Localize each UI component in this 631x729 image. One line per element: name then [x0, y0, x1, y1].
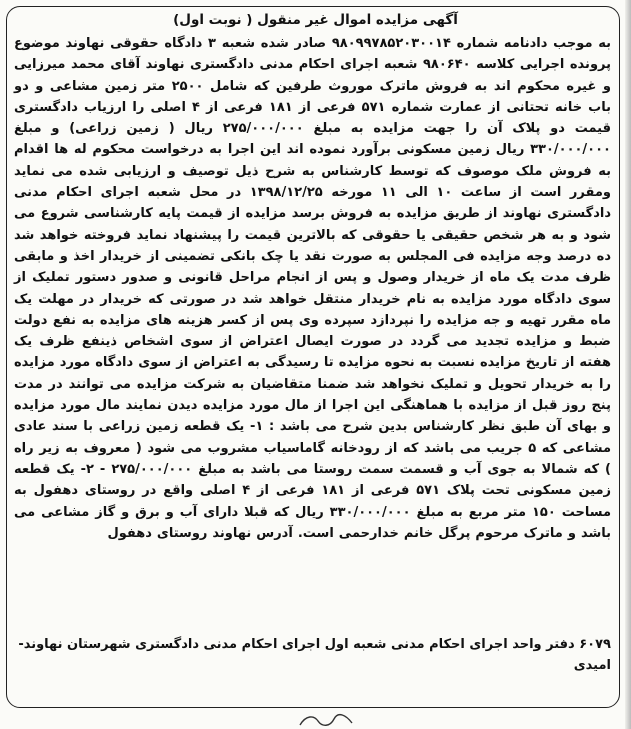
notice-title: آگهی مزایده اموال غیر منقول ( نوبت اول): [173, 12, 458, 28]
notice-footer: ۶۰۷۹ دفتر واحد اجرای احکام مدنی شعبه اول اجرای احکام مدنی دادگستری شهرستان نهاوند- امیدی: [18, 637, 611, 674]
notice-body-text: به موجب دادنامه شماره ۹۸۰۹۹۷۸۵۲۰۳۰۰۱۴ صادر شده شعبه ۳ دادگاه حقوقی نهاوند موضوع پرونده اجرایی کلاسه ۹۸۰۶۴۰ شعبه اجرای احکام مدنی دادگستری نهاوند آقای محمد میرزایی و غیره محکوم اند به فروش ماترک موروث طرفین که شامل ۲۵۰۰ متر زمین مشاعی و دو باب خانه تحتانی از عمارت شماره ۵۷۱ فرعی از ۱۸۱ فرعی از ۴ اصلی را ارزیاب دادگستری قیمت دو پلاک آن را جهت مزایده به مبلغ ۲۷۵/۰۰۰/۰۰۰ ریال ( زمین زراعی) و مبلغ ۳۳۰/۰۰۰/۰۰۰ ریال زمین مسکونی برآورد نموده اند این اجرا به درخواست محکوم له ها اقدام به فروش ملک موصوف که توسط کارشناس به شرح ذیل توصیف و ارزیابی شده می نماید ومقرر است از ساعت ۱۰ الی ۱۱ مورخه ۱۳۹۸/۱۲/۲۵ در محل شعبه اجرای احکام مدنی دادگستری نهاوند از طریق مزایده به فروش برسد مزایده از قیمت پایه کارشناسی شروع می شود و به هر شخص حقیقی یا حقوقی که بالاترین قیمت را پیشنهاد نماید فروخته خواهد شد ده درصد وجه مزایده فی المجلس به صورت نقد یا چک بانکی تضمینی از خریدار اخذ و مابقی ظرف مدت یک ماه از خریدار وصول و پس از انجام مراحل قانونی و صدور دستور تملیک از سوی دادگاه مورد مزایده به نام خریدار منتقل خواهد شد در صورتی که خریدار در مهلت یک ماه مقرر تهیه و جه مزایده را نپردازد سپرده وی پس از کسر هزینه های مزایده به نفع دولت ضبط و مزایده تجدید می گردد در صورت ایصال اعتراض از سوی اشخاص ذینفع ظرف یک هفته از تاریخ مزایده نسبت به نحوه مزایده تا رسیدگی به اعتراض از سوی دادگاه مورد مزایده را به خریدار تحویل و تملیک نخواهد شد ضمنا متقاضیان به شرکت مزایده می توانند در مدت پنج روز قبل از مزایده با هماهنگی این اجرا از مال مورد مزایده دیدن نمایند مال مورد مزایده و بهای آن طبق نظر کارشناس بدین شرح می باشد : ۱- یک قطعه زمین زراعی با سند عادی مشاعی که ۵ جریب می باشد که از رودخانه گاماسیاب مشروب می شود ( معروف به زیر راه ) که شمالا به جوی آب و قسمت سمت روستا می باشد به مبلغ ۲۷۵/۰۰۰/۰۰۰ - ۲- یک قطعه زمین مسکونی تحت پلاک ۵۷۱ فرعی از ۱۸۱ فرعی از ۴ اصلی واقع در روستای دهفول به مساحت ۱۵۰ متر مربع به مبلغ ۳۳۰/۰۰۰/۰۰۰ ریال که قبلا دارای آب و برق و گاز مشاعی می باشد و ماترک مرحوم پرگل خانم خدارحمی است. آدرس نهاوند روستای دهفول: [14, 36, 612, 541]
notice-body: [14, 33, 611, 663]
handwritten-mark-icon: [296, 711, 356, 729]
page-edge-shadow: [625, 0, 631, 729]
